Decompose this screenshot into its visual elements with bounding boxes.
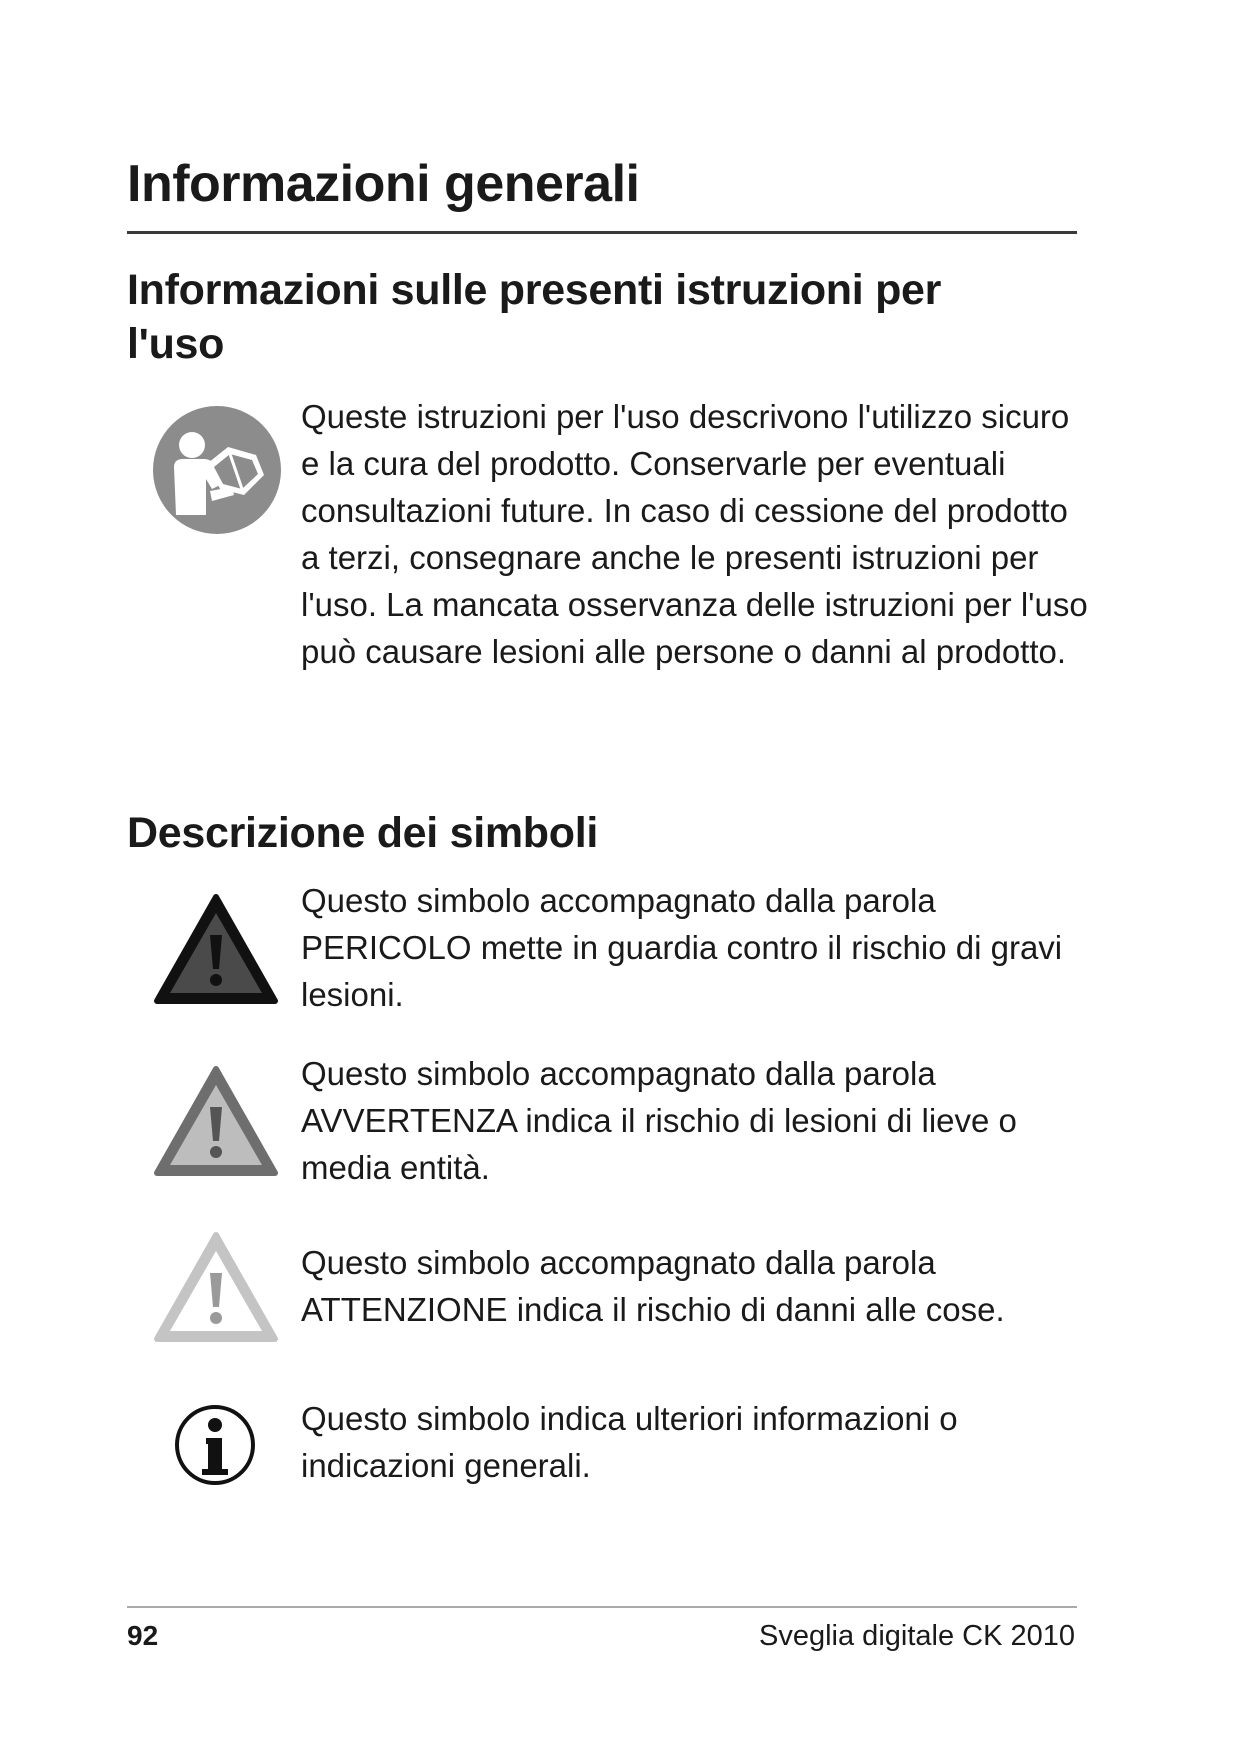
instructions-text: Queste istruzioni per l'uso descrivono l'utilizzo sicuro e la cura del prodotto. Conservarle per eventuali consultazioni future. In caso di cessione del prodotto a terzi, consegnare anche le presenti istruzioni per l'uso. La mancata osservanza delle istruzioni per l'uso può causare lesioni alle persone o danni al prodotto.	[301, 398, 1088, 670]
warning-icon	[153, 1065, 279, 1178]
warning-symbol-text: Questo simbolo accompagnato dalla parola AVVERTENZA indica il rischio di lesioni di lieve o media entità.	[301, 1055, 1017, 1186]
section-heading-instructions: Informazioni sulle presenti istruzioni per l'uso	[127, 266, 942, 368]
caution-icon	[153, 1231, 279, 1344]
product-name: Sveglia digitale CK 2010	[759, 1620, 1075, 1652]
danger-warning-icon	[153, 893, 279, 1006]
caution-symbol-text: Questo simbolo accompagnato dalla parola ATTENZIONE indica il rischio di danni alle cose.	[301, 1244, 1005, 1328]
title-divider	[127, 231, 1077, 234]
section-heading-symbols: Descrizione dei simboli	[127, 809, 599, 857]
info-icon	[173, 1403, 257, 1487]
footer-divider	[127, 1606, 1077, 1608]
danger-symbol-text: Questo simbolo accompagnato dalla parola PERICOLO mette in guardia contro il rischio di gravi lesioni.	[301, 882, 1063, 1013]
page-title: Informazioni generali	[127, 155, 640, 213]
page-number: 92	[127, 1620, 159, 1651]
read-manual-icon	[150, 403, 284, 537]
info-symbol-text: Questo simbolo indica ulteriori informazioni o indicazioni generali.	[301, 1400, 958, 1484]
